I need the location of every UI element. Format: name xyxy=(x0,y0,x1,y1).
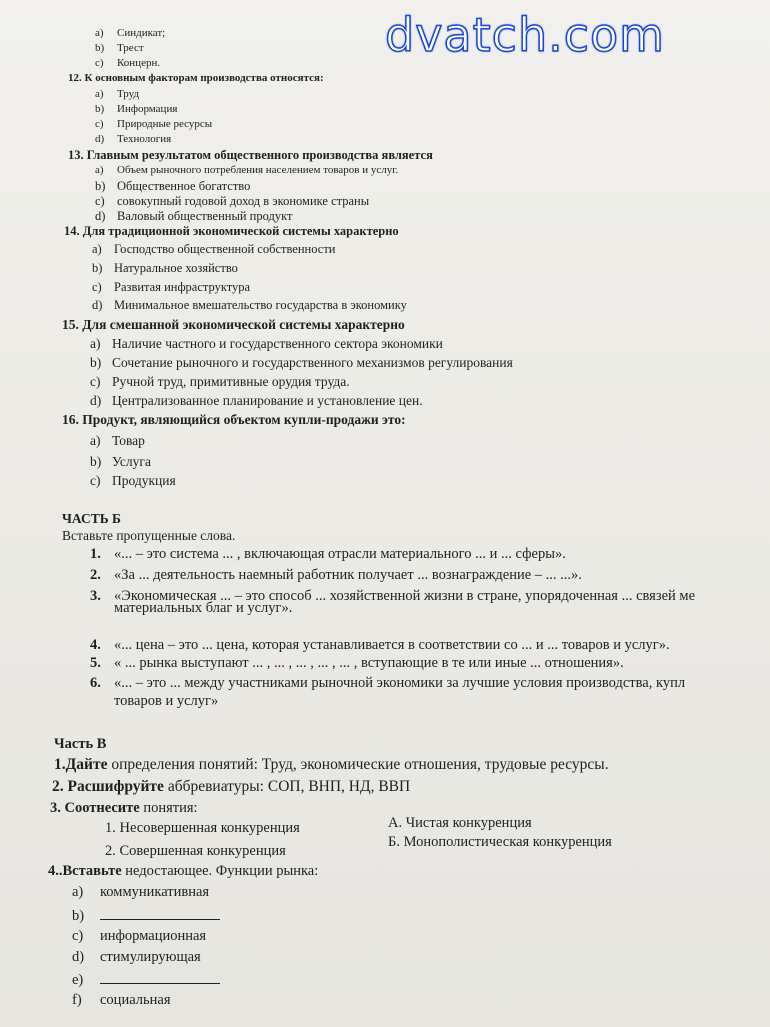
q12-option-d: d) Технология xyxy=(95,133,172,145)
q14-option-a: a) Господство общественной собственности xyxy=(92,242,336,256)
watermark-logo: dvatch.com xyxy=(385,8,665,62)
q13-option-b: b) Общественное богатство xyxy=(95,179,251,193)
part-v-q1: 1.Дайте определения понятий: Труд, экономические отношения, трудовые ресурсы. xyxy=(54,756,609,773)
part-v-q4: 4..Вставьте недостающее. Функции рынка: xyxy=(48,863,319,879)
q15-title: 15. Для смешанной экономической системы характерно xyxy=(62,317,405,332)
part-b-item-3-cont: материальных благ и услуг». xyxy=(114,600,293,616)
function-b-blank xyxy=(100,907,220,920)
part-b-item-5: 5. « ... рынка выступают ... , ... , ... , ... , ... , вступающие в те или иные ... отношения». xyxy=(90,655,624,671)
q14-option-c: c) Развитая инфраструктура xyxy=(92,280,251,294)
q11-option-a: a) Синдикат; xyxy=(95,27,166,39)
q16-option-b: b) Услуга xyxy=(90,454,151,469)
part-b-item-2: 2. «За ... деятельность наемный работник получает ... вознаграждение – ... ...». xyxy=(90,567,582,583)
function-e-blank xyxy=(100,971,220,984)
function-c: c) информационная xyxy=(72,928,207,944)
function-b: b) xyxy=(72,907,220,924)
q12-title: 12. К основным факторам производства относятся: xyxy=(68,72,324,84)
q13-option-c: c) совокупный годовой доход в экономике страны xyxy=(95,194,370,208)
q16-title: 16. Продукт, являющийся объектом купли-продажи это: xyxy=(62,412,406,427)
function-e: e) xyxy=(72,971,220,988)
q15-option-c: c) Ручной труд, примитивные орудия труда. xyxy=(90,374,350,389)
part-b-item-1: 1. «... – это система ... , включающая отрасли материального ... и ... сферы». xyxy=(90,546,566,562)
match-right-a: А. Чистая конкуренция xyxy=(388,815,532,831)
q13-option-d: d) Валовый общественный продукт xyxy=(95,209,293,223)
q13-title: 13. Главным результатом общественного производства является xyxy=(68,148,433,162)
q15-option-a: a) Наличие частного и государственного сектора экономики xyxy=(90,336,443,351)
part-v-q3: 3. Соотнесите понятия: xyxy=(50,800,198,816)
q16-option-a: a) Товар xyxy=(90,433,145,448)
q16-option-c: c) Продукция xyxy=(90,473,176,488)
part-b-heading: ЧАСТЬ Б xyxy=(62,511,121,526)
part-b-item-4: 4. «... цена – это ... цена, которая устанавливается в соответствии со ... и ... товаров и услуг». xyxy=(90,637,670,653)
match-left-1: 1. Несовершенная конкуренция xyxy=(105,820,300,836)
q11-option-b: b) Трест xyxy=(95,42,144,54)
q12-option-c: c) Природные ресурсы xyxy=(95,118,213,130)
q13-option-a: a) Объем рыночного потребления населением товаров и услуг. xyxy=(95,164,399,176)
q14-title: 14. Для традиционной экономической системы характерно xyxy=(64,224,399,238)
part-b-instruction: Вставьте пропущенные слова. xyxy=(62,528,236,543)
part-b-item-6: 6. «... – это ... между участниками рыночной экономики за лучшие условия производства, купл xyxy=(90,675,686,691)
function-a: a) коммуникативная xyxy=(72,884,210,900)
q14-option-d: d) Минимальное вмешательство государства в экономику xyxy=(92,298,407,312)
function-d: d) стимулирующая xyxy=(72,949,201,965)
part-v-q2: 2. Расшифруйте аббревиатуры: СОП, ВНП, НД, ВВП xyxy=(52,778,411,795)
function-f: f) социальная xyxy=(72,992,171,1008)
q12-option-b: b) Информация xyxy=(95,103,178,115)
q14-option-b: b) Натуральное хозяйство xyxy=(92,261,238,275)
q15-option-b: b) Сочетание рыночного и государственного механизмов регулирования xyxy=(90,355,513,370)
match-left-2: 2. Совершенная конкуренция xyxy=(105,843,286,859)
q12-option-a: a) Труд xyxy=(95,88,140,100)
q11-option-c: c) Концерн. xyxy=(95,57,161,69)
part-v-heading: Часть В xyxy=(54,736,107,752)
part-b-item-6-cont: товаров и услуг» xyxy=(114,693,219,709)
part-b-item-3: 3. «Экономическая ... – это способ ... хозяйственной жизни в стране, упорядоченная ... связей ме xyxy=(90,588,696,604)
q15-option-d: d) Централизованное планирование и установление цен. xyxy=(90,393,423,408)
match-right-b: Б. Монополистическая конкуренция xyxy=(388,834,612,850)
